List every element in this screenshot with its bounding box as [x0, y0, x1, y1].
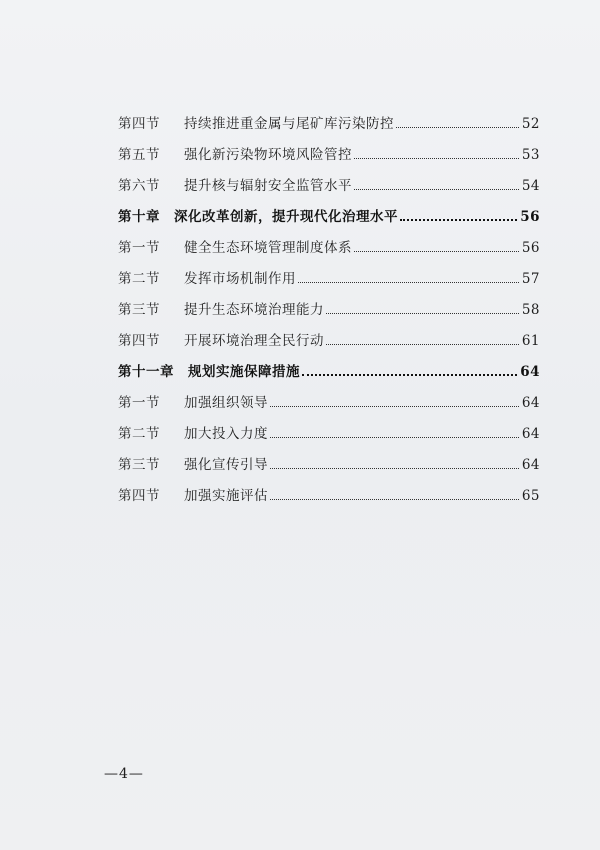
- toc-entry-page: 58: [521, 302, 540, 318]
- toc-entry-title: 强化新污染物环境风险管控: [184, 147, 352, 163]
- page-number: —4—: [104, 766, 144, 782]
- toc-entry-page: 53: [521, 147, 540, 163]
- toc-chapter-page: 64: [520, 364, 540, 380]
- toc-chapter-entry[interactable]: [118, 349, 540, 380]
- toc-entry-page: 57: [521, 271, 540, 287]
- toc-entry-page: 64: [521, 395, 540, 411]
- toc-entry[interactable]: [118, 256, 540, 287]
- toc-chapter-page: 56: [520, 209, 540, 225]
- toc-entry-page: 64: [521, 457, 540, 473]
- toc-entry-page: 52: [521, 116, 540, 132]
- toc-entry[interactable]: [118, 287, 540, 318]
- toc-entry-page: 56: [521, 240, 540, 256]
- dot-leader: [270, 405, 519, 407]
- toc-entry-title: 发挥市场机制作用: [184, 271, 296, 287]
- toc-entry-page: 64: [521, 426, 540, 442]
- toc-entry-number: 第四节: [118, 116, 160, 132]
- toc-entry-number: 第四节: [118, 333, 160, 349]
- toc-entry-title: 加强组织领导: [184, 395, 268, 411]
- toc-entry-title: 开展环境治理全民行动: [184, 333, 324, 349]
- toc-entry-number: 第二节: [118, 271, 160, 287]
- dot-leader: [354, 250, 519, 252]
- dot-leader: [326, 312, 519, 314]
- table-of-contents: [118, 101, 540, 504]
- dot-leader: [400, 218, 517, 221]
- toc-chapter-number: 第十章: [118, 209, 160, 225]
- toc-entry-title: 健全生态环境管理制度体系: [184, 240, 352, 256]
- toc-entry-page: 54: [521, 178, 540, 194]
- dot-leader: [270, 467, 519, 469]
- toc-entry-number: 第五节: [118, 147, 160, 163]
- toc-entry[interactable]: [118, 225, 540, 256]
- toc-chapter-title: 规划实施保障措施: [188, 364, 300, 380]
- toc-entry[interactable]: [118, 411, 540, 442]
- dot-leader: [270, 436, 519, 438]
- toc-entry-number: 第二节: [118, 426, 160, 442]
- dot-leader: [298, 281, 519, 283]
- toc-entry-title: 加强实施评估: [184, 488, 268, 504]
- toc-entry[interactable]: [118, 442, 540, 473]
- toc-entry-number: 第一节: [118, 395, 160, 411]
- toc-entry-title: 加大投入力度: [184, 426, 268, 442]
- dot-leader: [354, 157, 519, 159]
- toc-entry-title: 提升生态环境治理能力: [184, 302, 324, 318]
- toc-entry-number: 第四节: [118, 488, 160, 504]
- dot-leader: [302, 373, 517, 376]
- toc-entry-number: 第三节: [118, 302, 160, 318]
- dot-leader: [354, 188, 519, 190]
- toc-entry-title: 提升核与辐射安全监管水平: [184, 178, 352, 194]
- toc-entry[interactable]: [118, 380, 540, 411]
- dot-leader: [396, 126, 519, 128]
- dot-leader: [270, 498, 519, 500]
- toc-entry-title: 持续推进重金属与尾矿库污染防控: [184, 116, 394, 132]
- toc-chapter-entry[interactable]: [118, 194, 540, 225]
- dot-leader: [326, 343, 519, 345]
- toc-entry[interactable]: [118, 101, 540, 132]
- toc-chapter-title: 深化改革创新，提升现代化治理水平: [174, 209, 398, 225]
- toc-chapter-number: 第十一章: [118, 364, 174, 380]
- toc-entry[interactable]: [118, 132, 540, 163]
- toc-entry-title: 强化宣传引导: [184, 457, 268, 473]
- toc-entry[interactable]: [118, 473, 540, 504]
- toc-entry-page: 65: [521, 488, 540, 504]
- toc-entry[interactable]: [118, 318, 540, 349]
- toc-entry-number: 第六节: [118, 178, 160, 194]
- toc-entry[interactable]: [118, 163, 540, 194]
- toc-entry-number: 第三节: [118, 457, 160, 473]
- toc-entry-page: 61: [521, 333, 540, 349]
- toc-entry-number: 第一节: [118, 240, 160, 256]
